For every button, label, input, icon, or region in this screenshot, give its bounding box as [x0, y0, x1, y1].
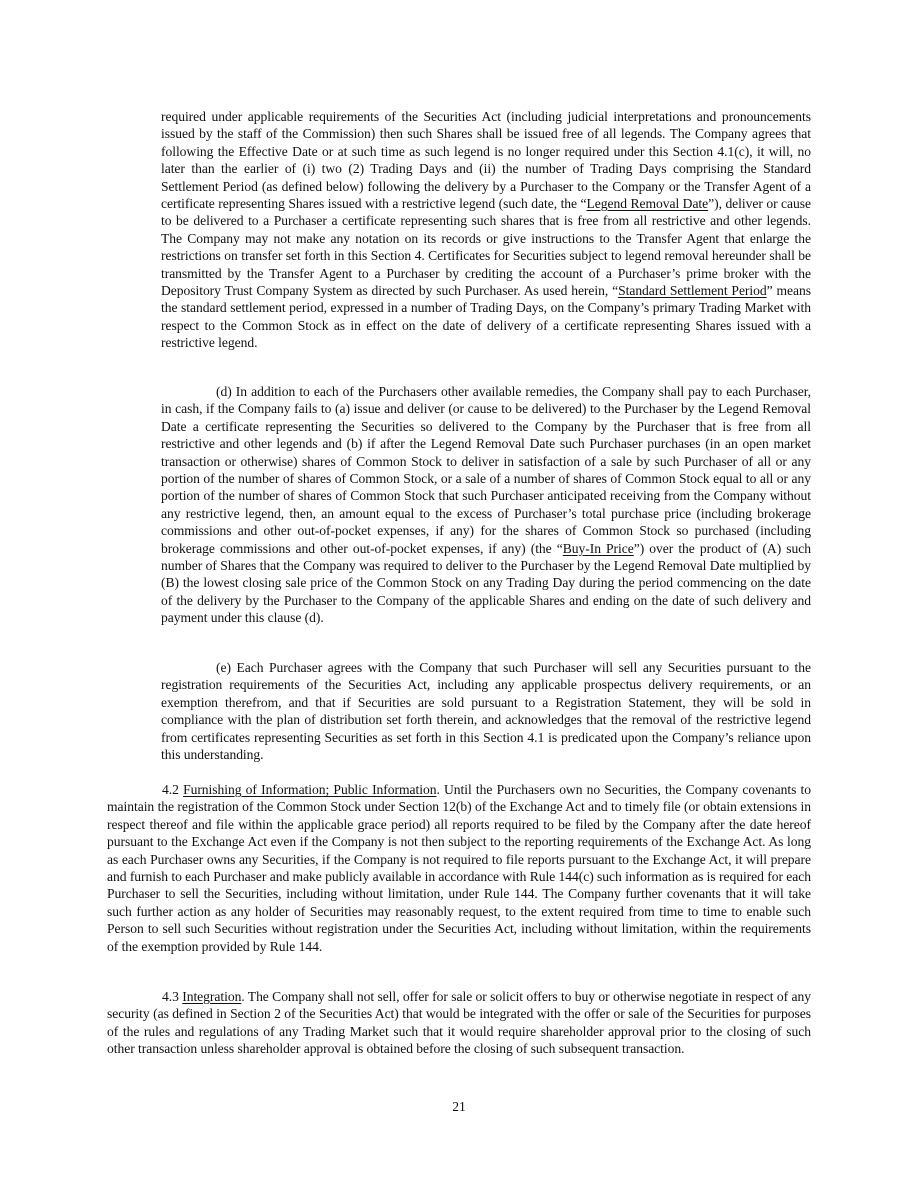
section-number: 4.2	[162, 782, 179, 797]
paragraph-text: . Until the Purchasers own no Securities, the Company covenants to maintain the registration of the Common Stock under Section 12(b) of the Exchange Act and to timely file (or obtain extensions in respect thereof and file within the applicable grace period) all reports required to be filed by the Company after the date hereof pursuant to the Exchange Act even if the Company is not then subject to the reporting requirements of the Exchange Act. As long as each Purchaser owns any Securities, if the Company is not required to file reports pursuant to the Exchange Act, it will prepare and furnish to each Purchaser and make publicly available in accordance with Rule 144(c) such information as is required for each Purchaser to sell the Securities, including without limitation, under Rule 144. The Company further covenants that it will take such further action as any holder of Securities may reasonably request, to the extent required from time to time to enable such Person to sell such Securities without registration under the Securities Act, including without limitation, within the requirements of the exemption provided by Rule 144.	[107, 782, 811, 954]
page-number: 21	[452, 1099, 466, 1114]
section-heading: Furnishing of Information; Public Information	[183, 782, 437, 797]
section-heading: Integration	[182, 989, 242, 1004]
paragraph-4-1-e	[161, 659, 811, 763]
section-4-3	[107, 988, 811, 1058]
section-number: 4.3	[162, 989, 179, 1004]
paragraph-text: ”), deliver or cause to be delivered to a Purchaser a certificate representing such shares that is free from all restrictive and other legends. The Company may not make any notation on its records or give instructions to the Transfer Agent that enlarge the restrictions on transfer set forth in this Section 4. Certificates for Securities subject to legend removal hereunder shall be transmitted by the Transfer Agent to a Purchaser by crediting the account of a Purchaser’s prime broker with the Depository Trust Company System as directed by such Purchaser. As used herein, “	[161, 196, 811, 299]
defined-term-standard-settlement-period: Standard Settlement Period	[618, 283, 767, 299]
defined-term-legend-removal-date: Legend Removal Date	[586, 196, 709, 212]
paragraph-4-1-c-continued	[161, 108, 811, 352]
defined-term-buy-in-price: Buy-In Price	[562, 540, 634, 556]
paragraph-text: required under applicable requirements of the Securities Act (including judicial interpretations and pronouncements issued by the staff of the Commission) then such Shares shall be issued free of all legends. The Company agrees that following the Effective Date or at such time as such legend is no longer required under this Section 4.1(c), it will, no later than the earlier of (i) two (2) Trading Days and (ii) the number of Trading Days comprising the Standard Settlement Period (as defined below) following the delivery by a Purchaser to the Company or the Transfer Agent of a certificate representing Shares issued with a restrictive legend (such date, the “	[161, 109, 811, 212]
paragraph-text: ”) over the product of (A) such number of Shares that the Company was required to deliver to the Purchaser by the Legend Removal Date multiplied by (B) the lowest closing sale price of the Common Stock on any Trading Day during the period commencing on the date of the delivery by the Purchaser to the Company of the applicable Shares and ending on the date of such delivery and payment under this clause (d).	[161, 540, 811, 626]
paragraph-text: (e) Each Purchaser agrees with the Company that such Purchaser will sell any Securities pursuant to the registration requirements of the Securities Act, including any applicable prospectus delivery requirements, or an exemption therefrom, and that if Securities are sold pursuant to a Registration Statement, they will be sold in compliance with the plan of distribution set forth therein, and acknowledges that the removal of the restrictive legend from certificates representing Securities as set forth in this Section 4.1 is predicated upon the Company’s reliance upon this understanding.	[161, 660, 811, 763]
section-4-2	[107, 781, 811, 955]
paragraph-text: (d) In addition to each of the Purchasers other available remedies, the Company shall pay to each Purchaser, in cash, if the Company fails to (a) issue and deliver (or cause to be delivered) to the Purchaser by the Legend Removal Date a certificate representing the Securities so delivered to the Company by the Purchaser that is free from all restrictive and other legends and (b) if after the Legend Removal Date such Purchaser purchases (in an open market transaction or otherwise) shares of Common Stock to deliver in satisfaction of a sale by such Purchaser of all or any portion of the number of shares of Common Stock, or a sale of a number of shares of Common Stock equal to all or any portion of the number of shares of Common Stock that such Purchaser anticipated receiving from the Company without any restrictive legend, then, an amount equal to the excess of Purchaser’s total purchase price (including brokerage commissions and other out-of-pocket expenses, if any) for the shares of Common Stock so purchased (including brokerage commissions and other out-of-pocket expenses, if any) (the “	[161, 384, 811, 556]
paragraph-4-1-d	[161, 383, 811, 627]
paragraph-text: ” means the standard settlement period, expressed in a number of Trading Days, on the Company’s primary Trading Market with respect to the Common Stock as in effect on the date of delivery of a certificate representing Shares issued with a restrictive legend.	[161, 283, 811, 351]
paragraph-text: . The Company shall not sell, offer for sale or solicit offers to buy or otherwise negotiate in respect of any security (as defined in Section 2 of the Securities Act) that would be integrated with the offer or sale of the Securities for purposes of the rules and regulations of any Trading Market such that it would require shareholder approval prior to the closing of such other transaction unless shareholder approval is obtained before the closing of such subsequent transaction.	[107, 989, 811, 1057]
